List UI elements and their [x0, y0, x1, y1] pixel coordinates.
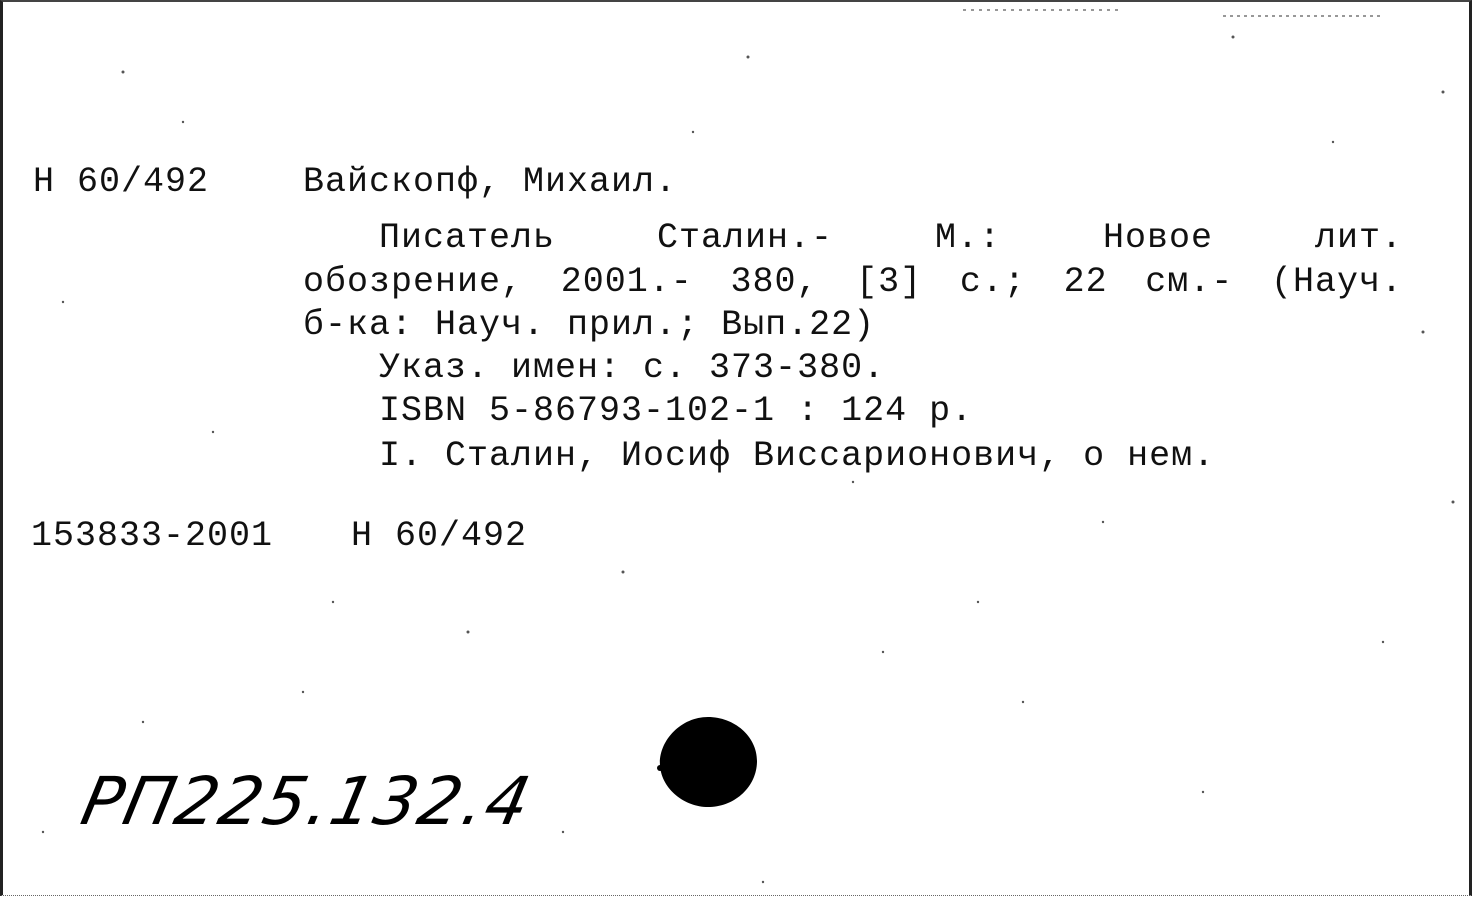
shelfmark-top: Н 60/492	[33, 162, 210, 202]
title-word: Писатель	[379, 218, 556, 258]
shelfmark-bottom: Н 60/492	[351, 516, 528, 556]
imprint-word: (Науч.	[1270, 262, 1403, 302]
title-word: М.:	[935, 218, 1002, 258]
title-word: лит.	[1314, 218, 1403, 258]
handwritten-classification: РП225.132.4	[74, 763, 539, 840]
imprint-line	[303, 260, 1403, 304]
isbn-line: ISBN 5-86793-102-1 : 124 р.	[379, 391, 974, 431]
imprint-word: 2001.-	[560, 262, 693, 302]
series-line: б-ка: Науч. прил.; Вып.22)	[303, 305, 876, 345]
imprint-word: см.-	[1145, 262, 1234, 302]
subject-heading: I. Сталин, Иосиф Виссарионович, о нем.	[379, 436, 1216, 476]
title-line	[379, 216, 1403, 260]
imprint-word: 22	[1063, 262, 1108, 302]
imprint-word: [3]	[856, 262, 923, 302]
imprint-word: обозрение,	[303, 262, 524, 302]
author-heading: Вайскопф, Михаил.	[303, 162, 678, 202]
imprint-word: 380,	[730, 262, 819, 302]
title-word: Новое	[1102, 218, 1214, 258]
accession-number: 153833-2001	[31, 516, 274, 556]
index-note: Указ. имен: с. 373-380.	[379, 348, 886, 388]
punch-hole	[656, 714, 760, 810]
title-word: Сталин.-	[657, 218, 834, 258]
imprint-word: с.;	[959, 262, 1026, 302]
